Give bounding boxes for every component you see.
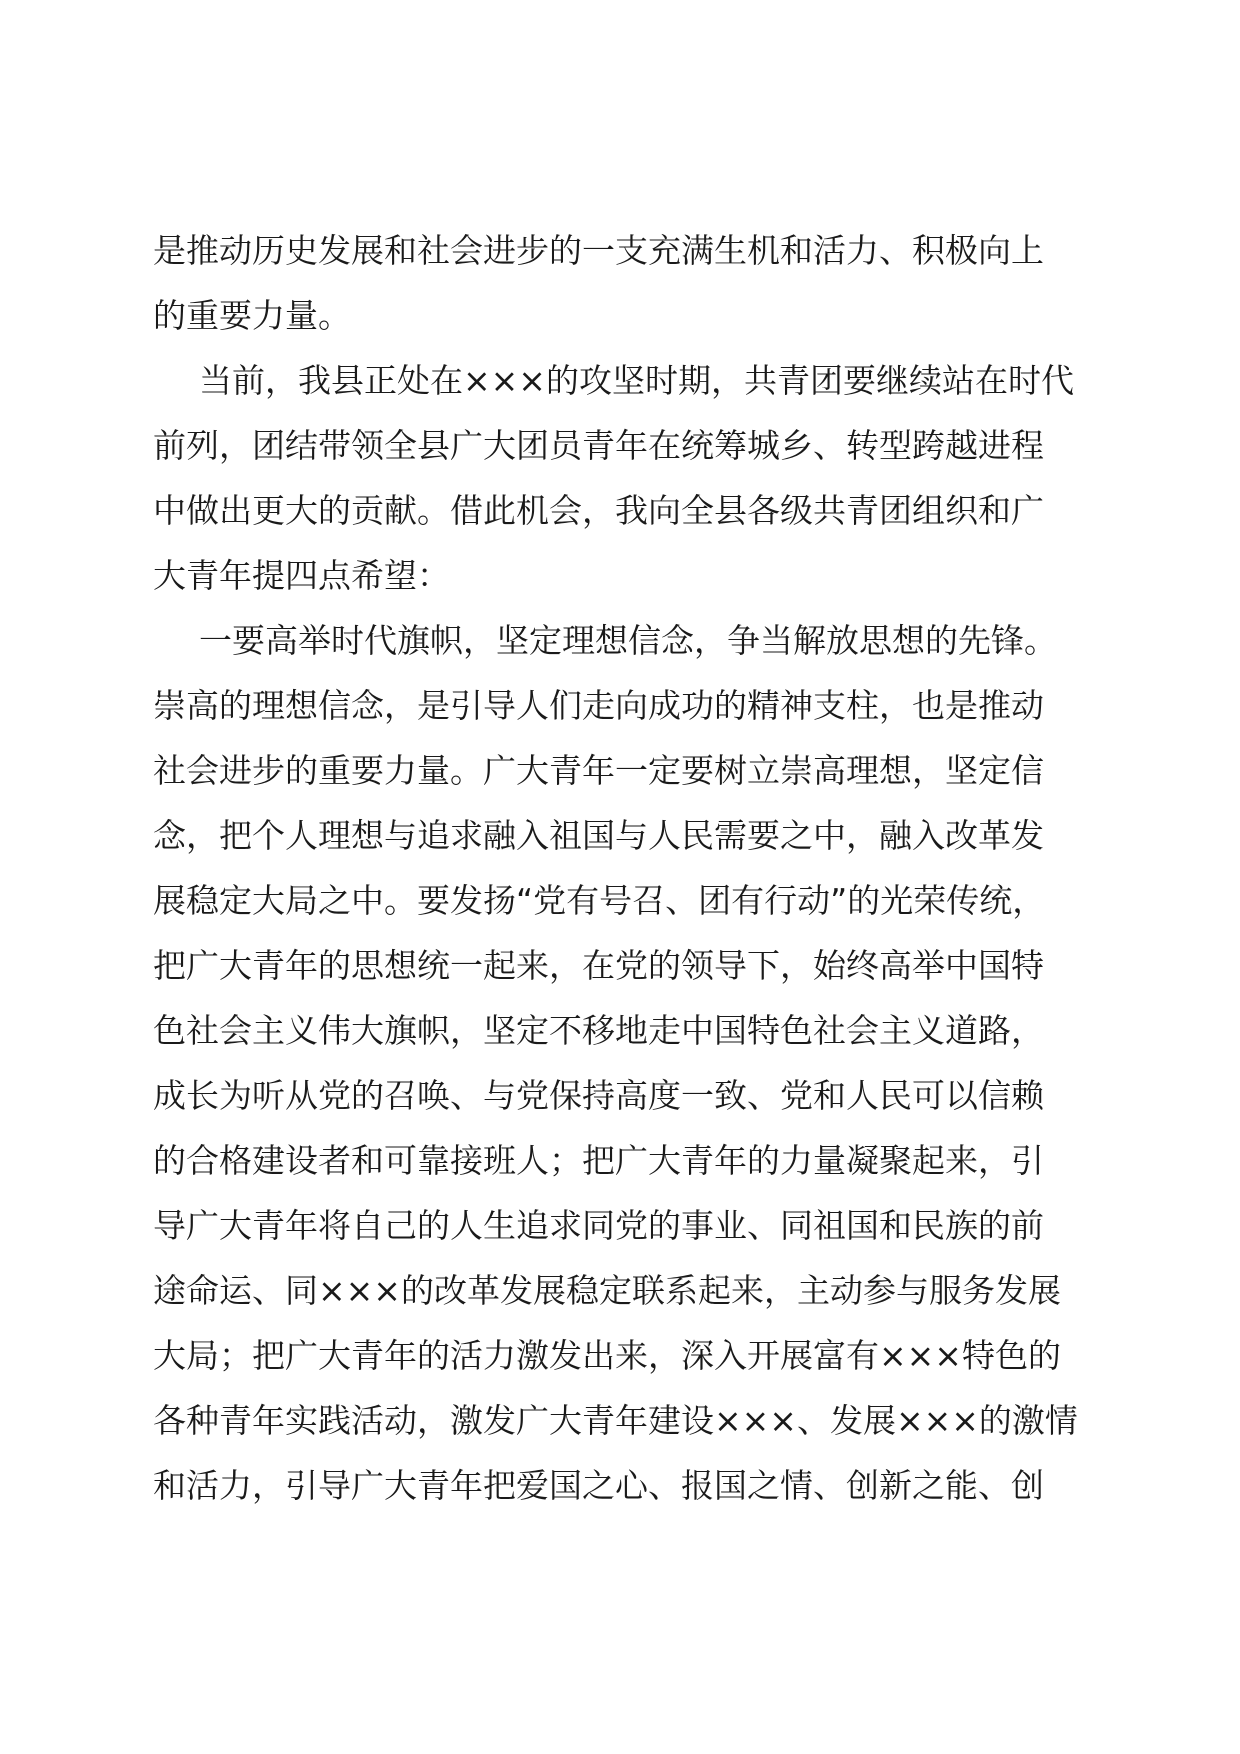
text-line: 把广大青年的思想统一起来，在党的领导下，始终高举中国特: [153, 946, 1044, 985]
text-line: 念，把个人理想与追求融入祖国与人民需要之中，融入改革发: [153, 816, 1044, 855]
text-line: 中做出更大的贡献。借此机会，我向全县各级共青团组织和广: [153, 491, 1044, 530]
text-line: 大青年提四点希望：: [153, 556, 450, 595]
text-line: 是推动历史发展和社会进步的一支充满生机和活力、积极向上: [153, 231, 1044, 270]
text-line: 各种青年实践活动，激发广大青年建设×××、发展×××的激情: [153, 1401, 1078, 1440]
text-line: 展稳定大局之中。要发扬“党有号召、团有行动”的光荣传统，: [153, 881, 1046, 920]
body-text: [153, 218, 1093, 1518]
text-line: 当前，我县正处在×××的攻坚时期，共青团要继续站在时代: [199, 361, 1074, 400]
text-line: 色社会主义伟大旗帜，坚定不移地走中国特色社会主义道路，: [153, 1011, 1044, 1050]
text-line: 大局；把广大青年的活力激发出来，深入开展富有×××特色的: [153, 1336, 1061, 1375]
text-line: 导广大青年将自己的人生追求同党的事业、同祖国和民族的前: [153, 1206, 1044, 1245]
text-line: 一要高举时代旗帜，坚定理想信念，争当解放思想的先锋。: [199, 621, 1057, 660]
text-line: 和活力，引导广大青年把爱国之心、报国之情、创新之能、创: [153, 1466, 1044, 1505]
text-line: 社会进步的重要力量。广大青年一定要树立崇高理想，坚定信: [153, 751, 1044, 790]
text-line: 崇高的理想信念，是引导人们走向成功的精神支柱，也是推动: [153, 686, 1044, 725]
text-line: 成长为听从党的召唤、与党保持高度一致、党和人民可以信赖: [153, 1076, 1044, 1115]
text-line: 的重要力量。: [153, 296, 351, 335]
text-line: 前列，团结带领全县广大团员青年在统筹城乡、转型跨越进程: [153, 426, 1044, 465]
text-line: 途命运、同×××的改革发展稳定联系起来，主动参与服务发展: [153, 1271, 1061, 1310]
text-line: 的合格建设者和可靠接班人；把广大青年的力量凝聚起来，引: [153, 1141, 1044, 1180]
